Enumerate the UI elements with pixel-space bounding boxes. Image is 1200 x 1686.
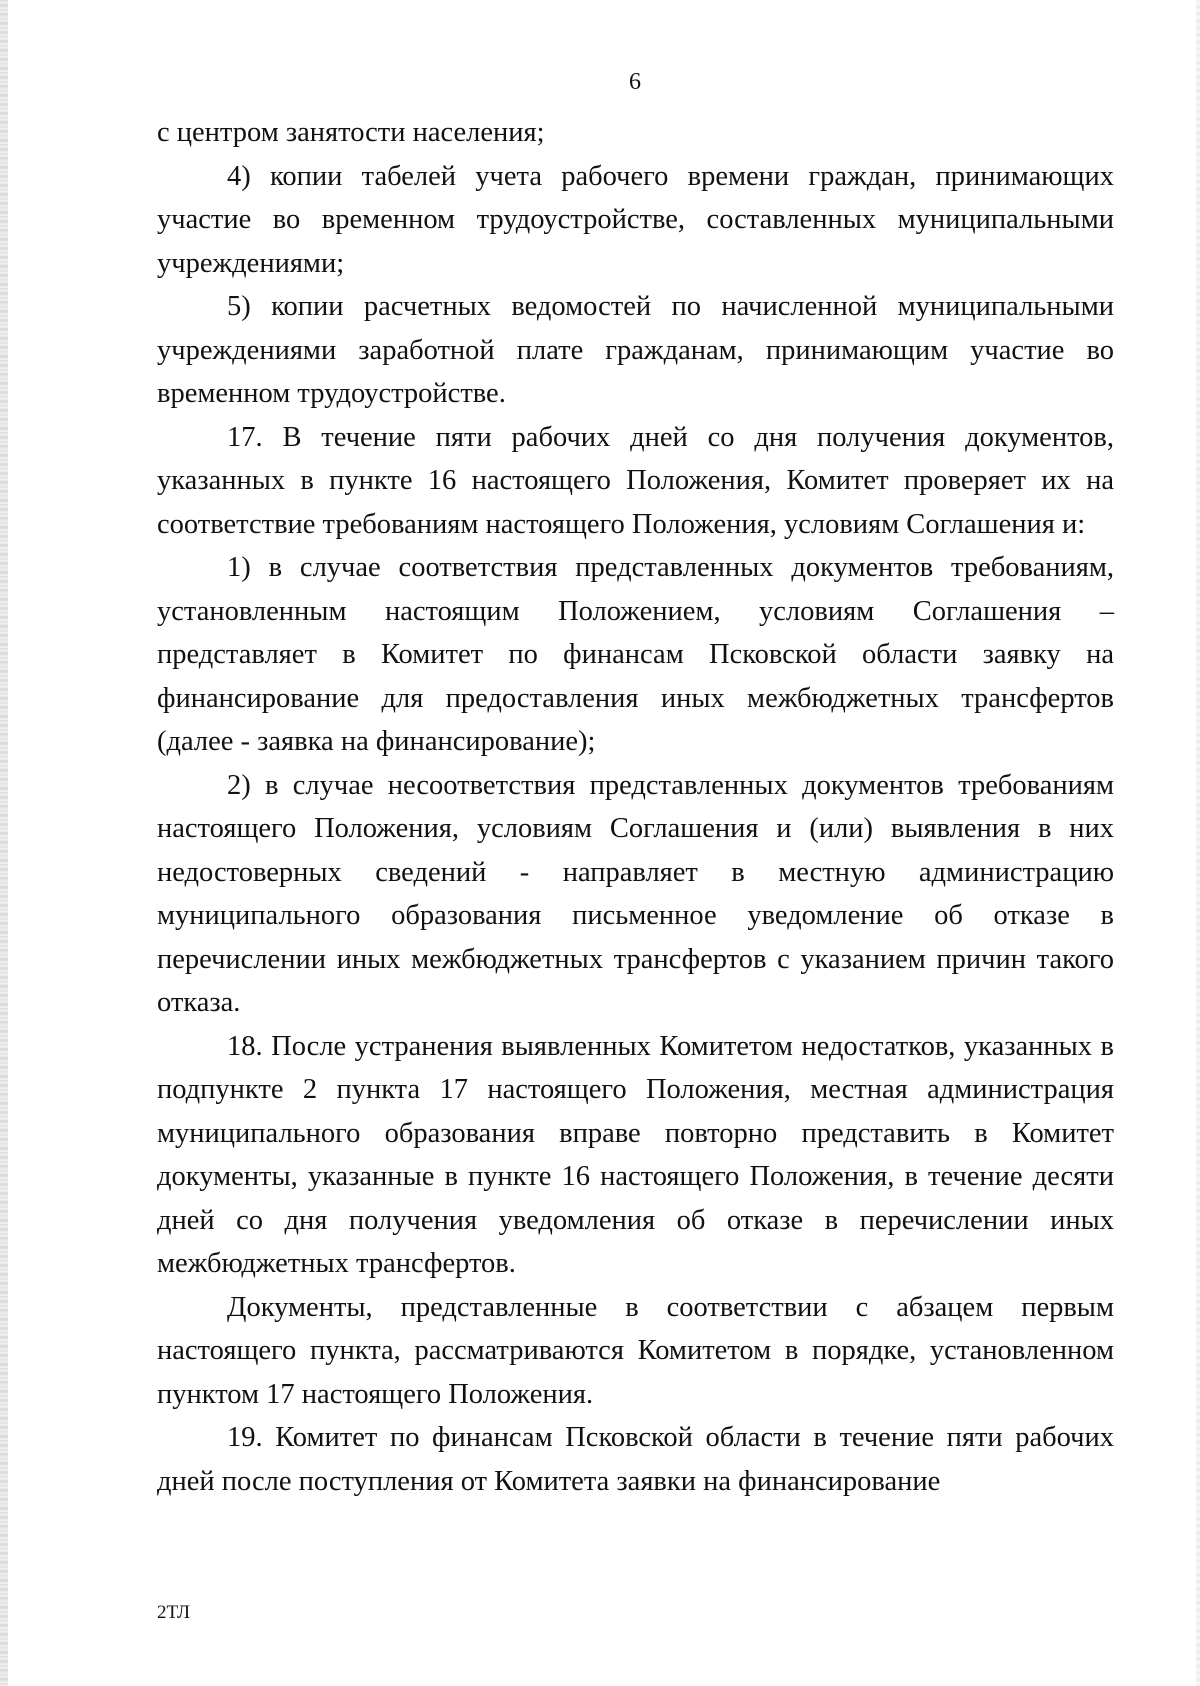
paragraph-clause-17-item-1: 1) в случае соответствия представленных документов требованиям, установленным настоящим Положением, условиям Соглашения – представляет в Комитет по финансам Псковской области заявку на финансирование для предоставления иных межбюджетных трансфертов (далее - заявка на финансирование); — [157, 552, 1114, 757]
paragraph-item-4: 4) копии табелей учета рабочего времени граждан, принимающих участие во временном трудоустройстве, составленных муниципальными учреждениями; — [157, 160, 1114, 279]
page-number: 6 — [629, 69, 641, 95]
paragraph-clause-19: 19. Комитет по финансам Псковской области в течение пяти рабочих дней после поступления от Комитета заявки на финансирование — [157, 1422, 1114, 1497]
paragraph-clause-18: 18. После устранения выявленных Комитетом недостатков, указанных в подпункте 2 пункта 17 настоящего Положения, местная администрация муниципального образования вправе повторно представить в Комитет документы, указанные в пункте 16 настоящего Положения, в течение десяти дней со дня получения уведомления об отказе в перечислении иных межбюджетных трансфертов. — [157, 1030, 1114, 1279]
scan-edge-left — [0, 0, 8, 1686]
paragraph-clause-17-item-2: 2) в случае несоответствия представленных документов требованиям настоящего Положения, условиям Соглашения и (или) выявления в них недостоверных сведений - направляет в местную администрацию муниципального образования письменное уведомление об отказе в перечислении иных межбюджетных трансфертов с указанием причин такого отказа. — [157, 769, 1114, 1018]
footer-code: 2ТЛ — [157, 1602, 191, 1623]
paragraph-clause-18-second: Документы, представленные в соответствии с абзацем первым настоящего пункта, рассматриваются Комитетом в порядке, установленном пунктом 17 настоящего Положения. — [157, 1291, 1114, 1410]
paragraph-continuation: с центром занятости населения; — [157, 117, 545, 148]
scan-edge-right — [1196, 0, 1200, 1686]
paragraph-clause-17: 17. В течение пяти рабочих дней со дня получения документов, указанных в пункте 16 настоящего Положения, Комитет проверяет их на соответствие требованиям настоящего Положения, условиям Соглашения и: — [157, 421, 1114, 540]
document-body — [157, 111, 1114, 1503]
paragraph-item-5: 5) копии расчетных ведомостей по начисленной муниципальными учреждениями заработной плате гражданам, принимающим участие во временном трудоустройстве. — [157, 291, 1114, 409]
